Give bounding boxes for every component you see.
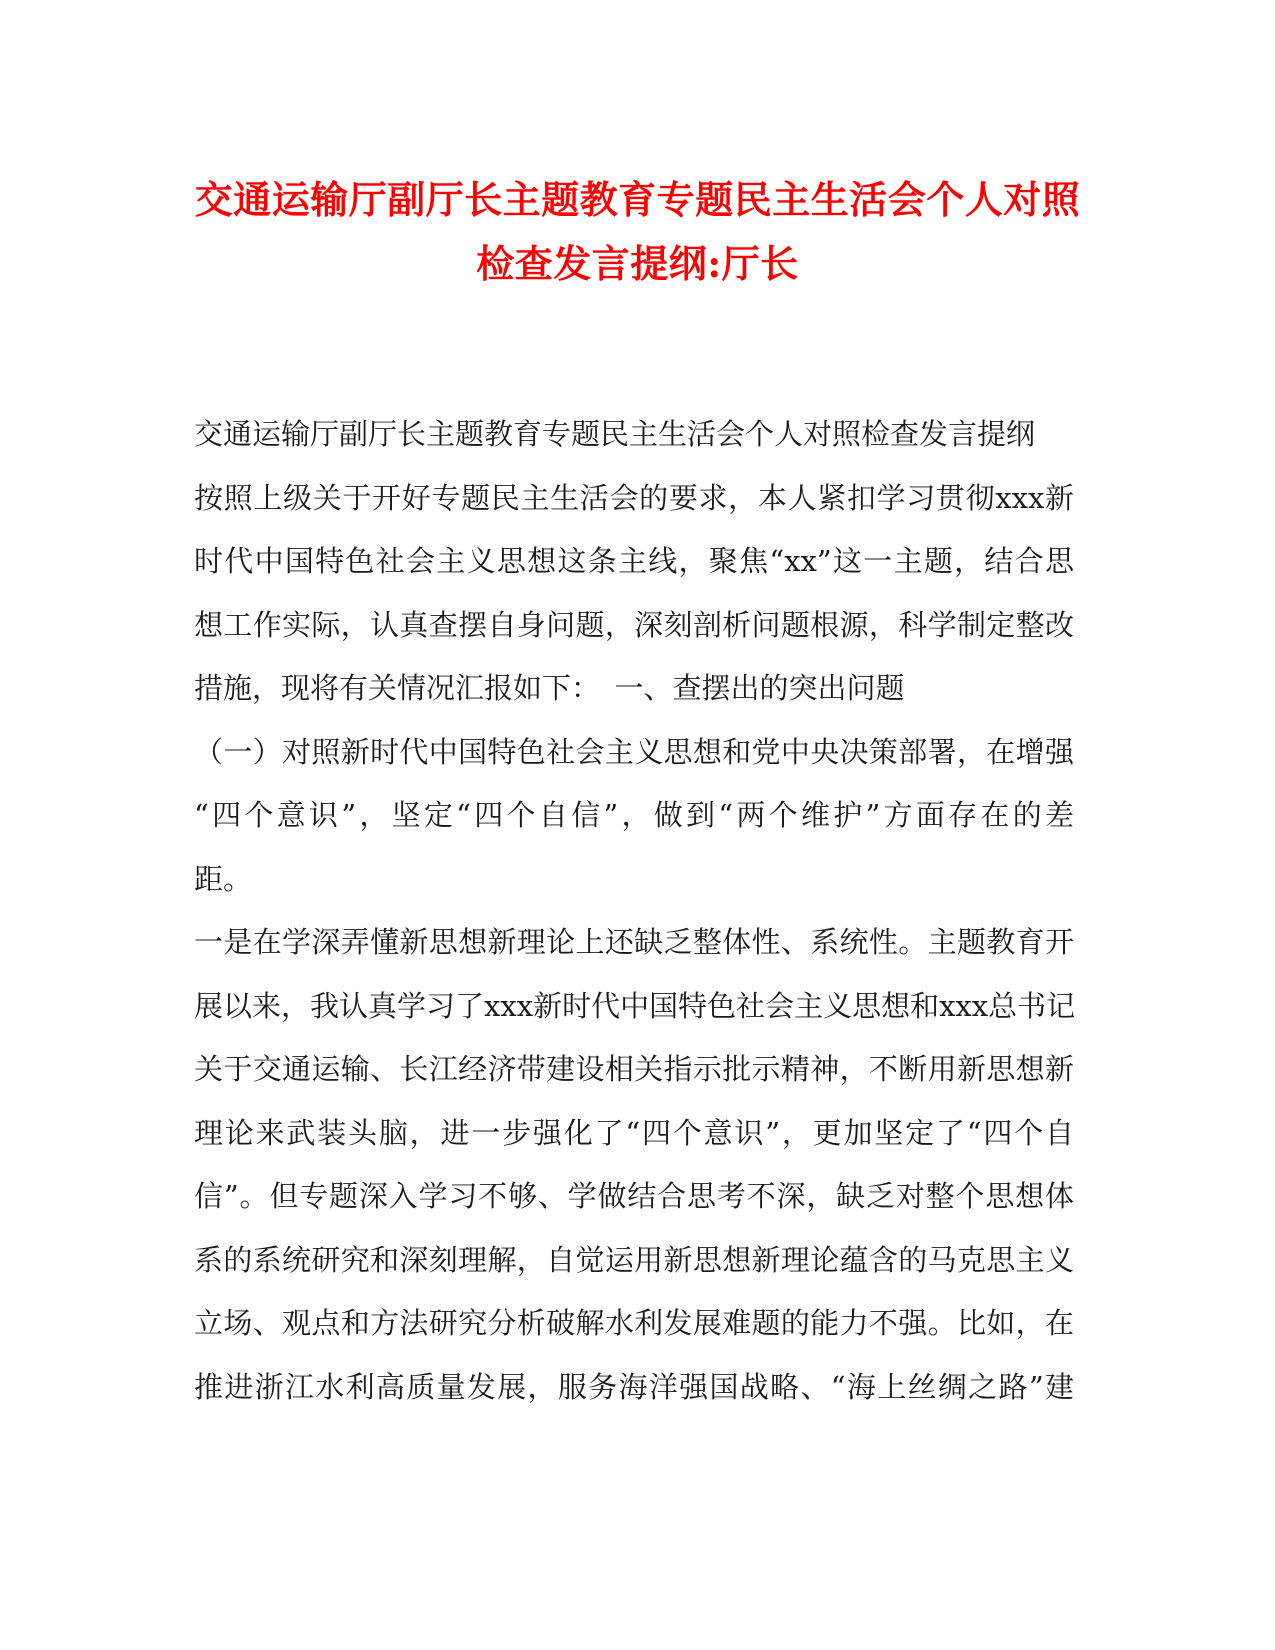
- body-line: 交通运输厅副厅长主题教育专题民主生活会个人对照检查发言提纲: [194, 417, 1036, 451]
- document-title: [150, 168, 1125, 296]
- body-line: 按照上级关于开好专题民主生活会的要求，本人紧扣学习贯彻xxx新: [194, 480, 1074, 515]
- title-line-1: 交通运输厅副厅长主题教育专题民主生活会个人对照: [194, 177, 1081, 222]
- body-line: 信”。但专题深入学习不够、学做结合思考不深，缺乏对整个思想体: [194, 1179, 1074, 1213]
- body-line: 一是在学深弄懂新思想新理论上还缺乏整体性、系统性。主题教育开: [194, 925, 1074, 959]
- body-line: 理论来武装头脑，进一步强化了“四个意识”，更加坚定了“四个自: [194, 1115, 1074, 1150]
- document-body: [194, 412, 1074, 1428]
- body-line: 距。: [194, 861, 253, 896]
- body-line: 时代中国特色社会主义思想这条主线，聚焦“xx”这一主题，结合思: [194, 544, 1074, 578]
- body-line: “四个意识”，坚定“四个自信”，做到“两个维护”方面存在的差: [194, 798, 1074, 832]
- body-line: 想工作实际，认真查摆自身问题，深刻剖析问题根源，科学制定整改: [194, 607, 1074, 642]
- body-line: 推进浙江水利高质量发展，服务海洋强国战略、“海上丝绸之路”建: [194, 1369, 1074, 1404]
- body-line: （一）对照新时代中国特色社会主义思想和党中央决策部署，在增强: [194, 734, 1074, 769]
- body-line: 立场、观点和方法研究分析破解水利发展难题的能力不强。比如，在: [194, 1306, 1074, 1340]
- body-line: 措施，现将有关情况汇报如下： 一、查摆出的突出问题: [194, 671, 905, 705]
- body-line: 展以来，我认真学习了xxx新时代中国特色社会主义思想和xxx总书记: [194, 988, 1076, 1023]
- body-line: 关于交通运输、长江经济带建设相关指示批示精神，不断用新思想新: [194, 1052, 1074, 1086]
- body-line: 系的系统研究和深刻理解，自觉运用新思想新理论蕴含的马克思主义: [194, 1242, 1074, 1277]
- title-line-2: 检查发言提纲:厅长: [476, 241, 799, 286]
